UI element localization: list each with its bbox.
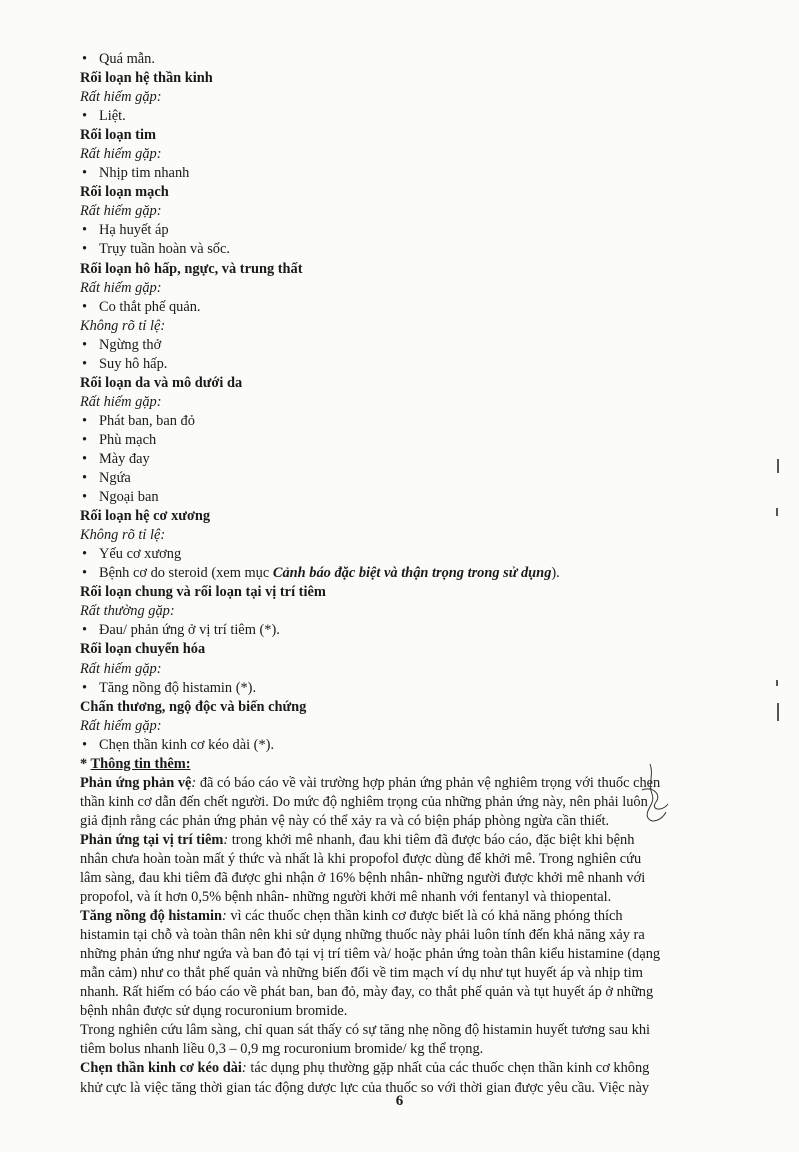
paragraph-text: lâm sàng, đau khi tiêm đã được ghi nhận ở 16% bệnh nhân- những người được khởi mê nhanh với: [80, 870, 646, 887]
section-heading: Rối loạn chung và rối loạn tại vị trí tiêm: [80, 584, 326, 601]
bullet-item: [80, 679, 750, 698]
paragraph-line: [80, 869, 750, 888]
colon: :: [241, 1060, 247, 1077]
cross-reference-link[interactable]: Cảnh báo đặc biệt và thận trọng trong sử dụng: [272, 565, 552, 582]
bullet-icon: •: [82, 489, 88, 506]
bullet-text: Ngừng thở: [99, 336, 162, 353]
bullet-text: Trụy tuần hoàn và sốc.: [99, 241, 230, 258]
paragraph-term: Chẹn thần kinh cơ kéo dài: [80, 1060, 242, 1077]
paragraph-text: nhân chưa hoàn toàn mất ý thức và nhất là khi propofol được dùng để khởi mê. Trong nghiên cứu: [80, 850, 642, 867]
bullet-text: Quá mẫn.: [99, 51, 155, 67]
bullet-item: [80, 298, 750, 317]
scan-mark: [777, 703, 779, 721]
more-info-star: *: [80, 755, 91, 772]
bullet-icon: •: [82, 355, 88, 372]
bullet-icon: •: [82, 736, 88, 753]
bullet-text: Đau/ phản ứng ở vị trí tiêm (*).: [99, 622, 280, 639]
bullet-icon: •: [82, 241, 88, 258]
bullet-icon: •: [82, 622, 88, 639]
paragraph-text: tiêm bolus nhanh liều 0,3 – 0,9 mg rocuronium bromide/ kg thể trọng.: [80, 1041, 484, 1058]
frequency-label: Rất hiếm gặp:: [80, 146, 162, 163]
scan-mark: [776, 508, 778, 516]
frequency-label: Không rõ tỉ lệ:: [80, 317, 166, 334]
paragraph-line: [80, 964, 750, 983]
frequency-label: Rất hiếm gặp:: [80, 660, 162, 677]
frequency-label: Rất hiếm gặp:: [80, 393, 162, 410]
bullet-icon: •: [82, 412, 88, 429]
paragraph-line: [80, 1021, 750, 1040]
paragraph-text: mẫn cảm) như co thắt phế quản và những biến đổi về tim mạch ví dụ như tụt huyết áp và nhịp tim: [80, 965, 643, 982]
bullet-item: [80, 469, 750, 488]
more-info-label: Thông tin thêm:: [90, 755, 191, 772]
frequency-label: Rất hiếm gặp:: [80, 89, 162, 106]
bullet-item: [80, 412, 750, 431]
bullet-item: [80, 621, 750, 640]
frequency-label: Không rõ tỉ lệ:: [80, 527, 166, 544]
bullet-icon: •: [82, 165, 88, 182]
paragraph-text: bệnh nhân được sử dụng rocuronium bromide.: [80, 1003, 348, 1020]
bullet-icon: •: [82, 470, 88, 487]
bullet-text: Phù mạch: [99, 431, 157, 448]
bullet-text: Liệt.: [99, 108, 126, 125]
colon: :: [223, 831, 229, 848]
section-heading: Chấn thương, ngộ độc và biến chứng: [80, 698, 307, 715]
bullet-text: Chẹn thần kinh cơ kéo dài (*).: [99, 736, 275, 753]
section-heading: Rối loạn chuyển hóa: [80, 641, 206, 658]
paragraph-text: : đã có báo cáo về vài trường hợp phản ứng phản vệ nghiêm trọng với thuốc chẹn: [191, 774, 661, 791]
bullet-icon: •: [82, 51, 88, 67]
paragraph-term: Phản ứng tại vị trí tiêm: [80, 831, 224, 848]
bullet-item: [80, 240, 750, 259]
scan-mark: [776, 680, 778, 686]
paragraph-text: : tác dụng phụ thường gặp nhất của các thuốc chẹn thần kinh cơ không: [241, 1060, 650, 1077]
bullet-item: [80, 355, 750, 374]
frequency-label: Rất thường gặp:: [80, 603, 175, 620]
bullet-text: Nhịp tim nhanh: [99, 165, 190, 182]
colon: :: [221, 908, 227, 925]
paragraph-line: [80, 945, 750, 964]
frequency-label: Rất hiếm gặp:: [80, 279, 162, 296]
page-content: [80, 50, 750, 1098]
bullet-icon: •: [82, 450, 88, 467]
bullet-item: [80, 450, 750, 469]
colon: :: [191, 774, 197, 791]
bullet-icon: •: [82, 108, 88, 125]
paragraph-line: [80, 907, 750, 926]
bullet-item: [80, 107, 750, 126]
paragraph-text: : trong khởi mê nhanh, đau khi tiêm đã được báo cáo, đặc biệt khi bệnh: [223, 831, 635, 848]
page-number: 6: [395, 1093, 404, 1109]
bullet-item: [80, 221, 750, 240]
bullet-text: ).: [551, 565, 560, 582]
paragraph-text: thần kinh cơ dẫn đến chết người. Do mức độ nghiêm trọng của những phản ứng này, nên phải luôn: [80, 793, 648, 810]
section-heading: Rối loạn tim: [80, 127, 156, 144]
paragraph-text: : vì các thuốc chẹn thần kinh cơ được biết là có khả năng phóng thích: [221, 908, 623, 925]
paragraph-line: [80, 926, 750, 945]
paragraph-text: giả định rằng các phản ứng phản vệ này có thể xảy ra và có biện pháp phòng ngừa cần thiết.: [80, 812, 610, 829]
bullet-text: Suy hô hấp.: [99, 355, 168, 372]
bullet-item: [80, 736, 750, 755]
paragraph-text: Trong nghiên cứu lâm sàng, chỉ quan sát thấy có sự tăng nhẹ nồng độ histamin huyết tương sau khi: [80, 1022, 651, 1039]
bullet-item: [80, 431, 750, 450]
bullet-text: Yếu cơ xương: [99, 546, 182, 563]
bullet-icon: •: [82, 546, 88, 563]
bullet-text: Ngoại ban: [99, 489, 159, 506]
section-heading: Rối loạn hệ thần kinh: [80, 70, 213, 87]
paragraph-line: [80, 1040, 750, 1059]
paragraph-line: [80, 850, 750, 869]
paragraph-line: [80, 831, 750, 850]
paragraph-text: những phản ứng như ngứa và ban đỏ tại vị trí tiêm và/ hoặc phản ứng toàn thân kiểu histamine (dạng: [80, 946, 661, 963]
section-heading: Rối loạn hô hấp, ngực, và trung thất: [80, 260, 303, 277]
section-heading: Rối loạn mạch: [80, 184, 169, 201]
bullet-text: Tăng nồng độ histamin (*).: [99, 679, 257, 696]
paragraph-line: [80, 983, 750, 1002]
signature-scribble-icon: [622, 760, 692, 830]
bullet-text: Phát ban, ban đỏ: [99, 412, 195, 429]
bullet-item: [80, 488, 750, 507]
bullet-text: Bệnh cơ do steroid (xem mục: [99, 565, 273, 582]
paragraph-text: propofol, và ít hơn 0,5% bệnh nhân- những người khởi mê nhanh với fentanyl và thiopental.: [80, 889, 612, 906]
frequency-label: Rất hiếm gặp:: [80, 203, 162, 220]
paragraph-text: nhanh. Rất hiếm có báo cáo về phát ban, ban đỏ, mày đay, co thắt phế quản và tụt huyết áp ở những: [80, 984, 654, 1001]
bullet-item: [80, 164, 750, 183]
bullet-item: [80, 545, 750, 564]
bullet-item: [80, 336, 750, 355]
bullet-item: [80, 564, 750, 583]
bullet-icon: •: [82, 222, 88, 239]
section-heading: Rối loạn hệ cơ xương: [80, 508, 211, 525]
bullet-icon: •: [82, 565, 88, 582]
bullet-icon: •: [82, 336, 88, 353]
frequency-label: Rất hiếm gặp:: [80, 717, 162, 734]
section-heading: Rối loạn da và mô dưới da: [80, 374, 243, 391]
bullet-text: Ngứa: [99, 470, 131, 487]
scan-mark: [777, 459, 779, 473]
bullet-icon: •: [82, 298, 88, 315]
paragraph-text: histamin tại chỗ và toàn thân nên khi sử dụng những thuốc này phải luôn tính đến khả năng xảy ra: [80, 927, 645, 944]
bullet-text: Mày đay: [99, 450, 150, 467]
paragraph-term: Phản ứng phản vệ: [80, 774, 192, 791]
paragraph-text: khử cực là việc tăng thời gian tác động dược lực của thuốc so với thời gian được yêu cầu. Việc này: [80, 1079, 650, 1096]
bullet-text: Hạ huyết áp: [99, 222, 169, 239]
bullet-icon: •: [82, 679, 88, 696]
bullet-icon: •: [82, 431, 88, 448]
paragraph-line: [80, 1059, 750, 1078]
bullet-item: [80, 50, 750, 69]
paragraph-line: [80, 888, 750, 907]
bullet-text: Co thắt phế quản.: [99, 298, 201, 315]
paragraph-term: Tăng nồng độ histamin: [80, 908, 222, 925]
paragraph-line: [80, 1002, 750, 1021]
